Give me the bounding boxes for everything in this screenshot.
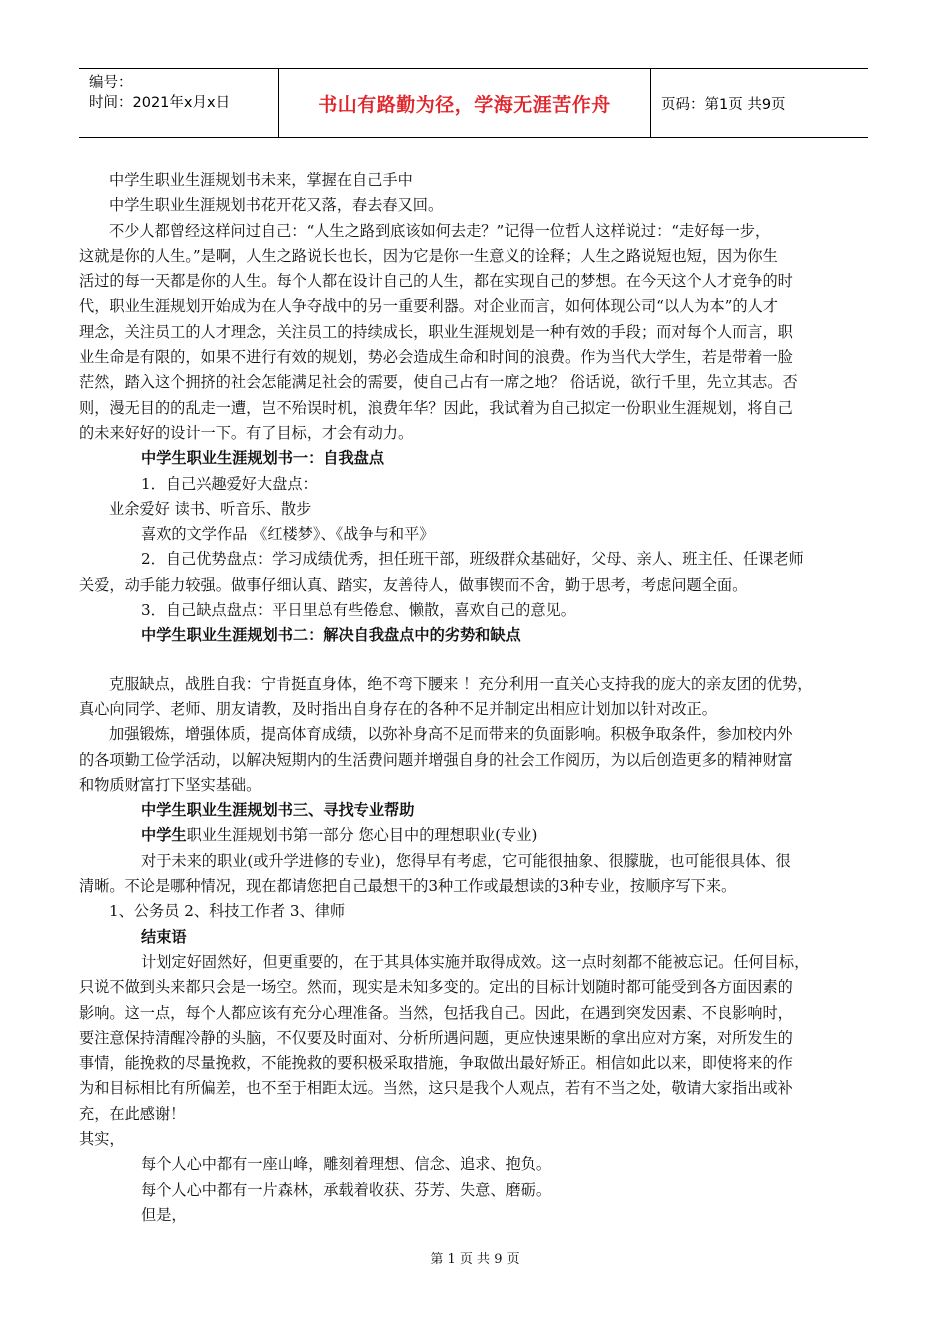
section-heading: 中学生职业生涯规划书二：解决自我盘点中的劣势和缺点 — [141, 626, 521, 645]
body-line: 1．自己兴趣爱好大盘点： — [141, 474, 318, 493]
body-line: 充，在此感谢！ — [79, 1104, 186, 1123]
body-line: 2．自己优势盘点：学习成绩优秀，担任班干部，班级群众基础好，父母、亲人、班主任、任课老师 — [141, 550, 804, 569]
body-line: 代，职业生涯规划开始成为在人争夺战中的另一重要利器。对企业而言，如何体现公司“以人为本”的人才 — [79, 297, 778, 316]
body-line: 事情，能挽救的尽量挽救，不能挽救的要积极采取措施，争取做出最好矫正。相信如此以来，即使将来的作 — [79, 1054, 793, 1073]
body-line: 只说不做到头来都只会是一场空。然而，现实是未知多变的。定出的目标计划随时都可能受到各方面因素的 — [79, 978, 793, 997]
header-page-label: 页码：第1页 共9页 — [661, 96, 786, 113]
doc-time-label: 时间：2021年x月x日 — [89, 95, 231, 111]
body-line: 其实， — [79, 1129, 125, 1148]
body-line: 业生命是有限的，如果不进行有效的规划，势必会造成生命和时间的浪费。作为当代大学生，若是带着一脸 — [79, 348, 793, 367]
body-line: 则，漫无目的的乱走一遭，岂不殆误时机，浪费年华？因此，我试着为自己拟定一份职业生涯规划，将自己 — [79, 398, 793, 417]
body-line: 理念，关注员工的人才理念，关注员工的持续成长，职业生涯规划是一种有效的手段；而对每个人而言，职 — [79, 322, 793, 341]
blank-line — [79, 649, 879, 672]
header-motto: 书山有路勤为径，学海无涯苦作舟 — [279, 69, 651, 137]
body-line: 对于未来的职业(或升学进修的专业)，您得早有考虑，它可能很抽象、很朦胧，也可能很具体、很 — [141, 851, 791, 870]
body-line: 克服缺点，战胜自我：宁肯挺直身体，绝不弯下腰来 ！充分利用一直关心支持我的庞大的亲友团的优势， — [109, 674, 813, 693]
header-meta — [79, 69, 279, 137]
body-line: 计划定好固然好，但更重要的，在于其具体实施并取得成效。这一点时刻都不能被忘记。任何目标， — [141, 952, 810, 971]
body-line: 的各项勤工俭学活动，以解决短期内的生活费问题并增强自身的社会工作阅历，为以后创造更多的精神财富 — [79, 750, 793, 769]
section-heading: 中学生职业生涯规划书三、寻找专业帮助 — [141, 801, 415, 820]
body-line: 但是， — [141, 1205, 187, 1224]
bold-prefix: 中学生 — [141, 826, 187, 845]
body-line: 喜欢的文学作品 《红楼梦》、《战争与和平》 — [141, 525, 435, 544]
body-line: 中学生职业生涯规划书未来，掌握在自己手中 — [109, 171, 413, 189]
body-line: 真心向同学、老师、朋友请教，及时指出自身存在的各种不足并制定出相应计划加以针对改正。 — [79, 699, 717, 718]
body-line: 这就是你的人生。”是啊，人生之路说长也长，因为它是你一生意义的诠释；人生之路说短也短，因为你生 — [79, 246, 778, 265]
body-line: 关爱，动手能力较强。做事仔细认真、踏实，友善待人，做事锲而不舍，勤于思考，考虑问题全面。 — [79, 575, 748, 594]
body-line: 中学生职业生涯规划书花开花又落，春去春又回。 — [109, 196, 444, 215]
body-line: 每个人心中都有一座山峰，雕刻着理想、信念、追求、抱负。 — [141, 1155, 552, 1174]
body-line: 茫然，踏入这个拥挤的社会怎能满足社会的需要，使自己占有一席之地？ 俗话说，欲行千里，先立其志。否 — [79, 373, 798, 392]
body-line — [79, 823, 879, 848]
document-body — [79, 168, 879, 1228]
body-line: 不少人都曾经这样问过自己：“人生之路到底该如何去走？”记得一位哲人这样说过：“走好每一步， — [109, 221, 771, 240]
body-line: 要注意保持清醒冷静的头脑，不仅要及时面对、分析所遇问题，更应快速果断的拿出应对方案，对所发生的 — [79, 1028, 793, 1047]
inline-text: 职业生涯规划书第一部分 您心目中的理想职业(专业) — [186, 826, 538, 845]
body-line: 为和目标相比有所偏差，也不至于相距太远。当然，这只是我个人观点，若有不当之处，敬请大家指出或补 — [79, 1079, 793, 1098]
section-heading: 结束语 — [141, 927, 187, 946]
doc-number-label: 编号： — [89, 75, 133, 91]
body-line: 和物质财富打下坚实基础。 — [79, 775, 262, 794]
document-header — [79, 68, 868, 138]
body-line: 影响。这一点，每个人都应该有充分心理准备。当然，包括我自己。因此，在遇到突发因素、不良影响时， — [79, 1003, 793, 1022]
body-line: 3．自己缺点盘点：平日里总有些倦怠、懒散，喜欢自己的意见。 — [141, 601, 576, 620]
page-footer: 第 1 页 共 9 页 — [430, 1252, 520, 1267]
body-line: 业余爱好 读书、听音乐、散步 — [109, 499, 312, 518]
body-line: 的未来好好的设计一下。有了目标，才会有动力。 — [79, 423, 414, 442]
body-line: 清晰。不论是哪种情况，现在都请您把自己最想干的3种工作或最想读的3种专业，按顺序写下来。 — [79, 877, 737, 896]
body-line: 每个人心中都有一片森林，承载着收获、芬芳、失意、磨砺。 — [141, 1180, 552, 1199]
section-heading: 中学生职业生涯规划书一：自我盘点 — [141, 449, 384, 468]
body-line: 加强锻炼，增强体质，提高体育成绩，以弥补身高不足而带来的负面影响。积极争取条件，参加校内外 — [109, 725, 793, 744]
body-line: 1、公务员 2、科技工作者 3、律师 — [109, 902, 346, 921]
body-line: 活过的每一天都是你的人生。每个人都在设计自己的人生，都在实现自己的梦想。在今天这个人才竞争的时 — [79, 272, 793, 291]
